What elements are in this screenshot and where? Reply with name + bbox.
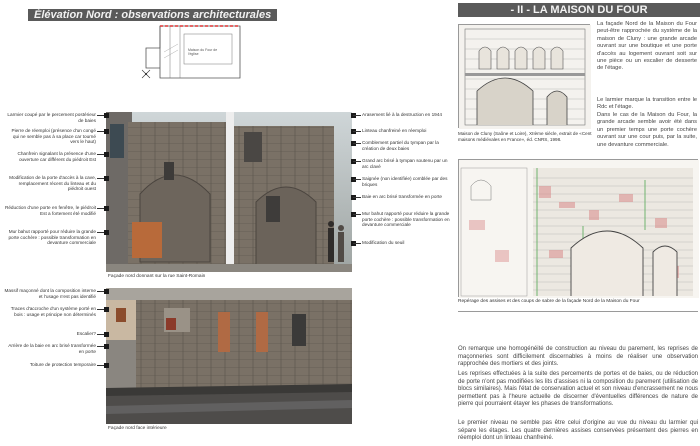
annotation-porte-cave: Modification de la porte d'accès à la cave, remplacement récent du linteau et du piédroit ouest	[9, 175, 96, 192]
intro-paragraph-3: Dans le cas de la Maison du Four, la grande arcade semble avoir été dans un premier temps une porte cochère ouvrant sur une cour puis, par la suite, une devanture commerciale.	[597, 112, 697, 148]
annotation-seuil: Modification du seuil	[362, 240, 405, 245]
photo2-caption: Façade nord face intérieure	[108, 426, 167, 431]
annotation-baie-arc: Baie en arc brisé transformée en porte	[362, 194, 442, 199]
annotation-mur-bahut-right: Mur bahut rapporté pour réduire la grande porte cochère : possible transformation en devanture commerciale	[362, 211, 450, 228]
facade-survey-drawing	[458, 159, 698, 297]
left-page-title: Élévation Nord : observations architecturales	[28, 9, 277, 21]
site-plan-label: Maison du Four de l'église	[188, 48, 218, 56]
intro-paragraph-2: Le larmier marque la transition entre le Rdc et l'étage.	[597, 97, 697, 111]
annotation-mur-bahut-left: Mur bahut rapporté pour réduire la grande porte cochère : possible transformation en devanture commerciale	[8, 229, 96, 246]
annotation-chanfrein: Chanfrein signalant la présence d'une ouverture car différent du piédroit Est	[17, 151, 96, 162]
annotation-pierre-reemploi: Pierre de réemploi (présence d'un congé qui ne semble pas à sa place car tourné vers le haut)	[11, 128, 96, 145]
annotation-arasement: Arasement lié à la destruction en 1944	[362, 112, 442, 117]
annotation-tympan: Comblement partiel du tympan par la création de deux baies	[362, 140, 439, 151]
annotation-arriere-baie: Arrière de la baie en arc brisé transformée en porte	[8, 343, 96, 354]
marker	[104, 307, 109, 312]
photo1-caption: Façade nord donnant sur la rue Saint-Romain	[108, 274, 206, 279]
marker	[104, 176, 109, 181]
annotation-reduction-porte: Réduction d'une porte en fenêtre, le piédroit Est a fortement été modifié	[4, 205, 96, 216]
annotation-toiture: Toiture de protection temporaire	[29, 362, 96, 367]
marker	[104, 332, 109, 337]
annotation-accroche: Traces d'accroche d'un système porté en bois : usage et principe non déterminés	[10, 306, 96, 317]
marker	[104, 289, 109, 294]
marker	[104, 152, 109, 157]
north-facade-street-photo	[106, 112, 352, 272]
intro-paragraph-1: La façade Nord de la Maison du Four peut-être rapprochée du système de la maison de Cluny : une grande arcade ouvrant sur une boutique et une porte d'accès au logement ouvrant soit sur une pièce ou un escalier de desserte de l'étage.	[597, 21, 697, 72]
body-paragraph-2: Les reprises effectuées à la suite des percements de portes et de baies, ou de réduction de porte n'ont pas modifiées les lits d'assises ni la composition du parement (utilisation de blocs similaires). Mais l'état de conservation actuel et son niveau d'encrassement ne nous permettent pas à l'heure actuelle de discerner d'éventuelles différences de nature de pierre qui pourraient étayer les phases de transformations.	[458, 371, 698, 408]
annotation-grand-arc: Grand arc brisé à tympan soutenu par un arc clavé	[362, 158, 448, 169]
annotation-massif: Massif maçonné dont la composition interne et l'usage n'est pas identifié	[4, 288, 96, 299]
annotation-linteau: Linteau chanfreiné en réemploi	[362, 128, 427, 133]
right-page-title: - II - LA MAISON DU FOUR	[458, 3, 700, 17]
body-paragraph-1: On remarque une homogénéité de construction au niveau du parement, les reprises de maçonneries sont difficilement discernables à moins de réaliser une observation rapprochée des mortiers et des joints.	[458, 346, 698, 368]
marker	[104, 206, 109, 211]
marker	[104, 230, 109, 235]
marker	[104, 113, 109, 118]
cluny-house-drawing	[458, 24, 590, 128]
annotation-larmier: Larmier coupé par le percement postérieur de baies	[7, 112, 96, 123]
divider	[458, 311, 698, 312]
marker	[104, 129, 109, 134]
cluny-caption: Maison de Cluny (Saône et Loire), XIIème siècle, extrait de «Cent maisons médiévales en France», éd. CNRS, 1998.	[458, 131, 592, 142]
marker	[104, 344, 109, 349]
annotation-saignee: Saignée (non identifiée) comblée par des briques	[362, 176, 448, 187]
annotation-escalier: Escalier?	[76, 331, 96, 336]
north-facade-inner-photo	[106, 288, 352, 424]
body-paragraph-3: Le premier niveau ne semble pas être celui d'origine au vue du niveau du larmier qui sépare les étages. Les quatre dernières assises conservées présentent des pierres en réemploi dont un linteau chanfreiné.	[458, 420, 698, 442]
marker	[104, 363, 109, 368]
survey-caption: Repérage des assises et des coups de sabre de la façade Nord de la Maison du Four	[458, 299, 640, 304]
